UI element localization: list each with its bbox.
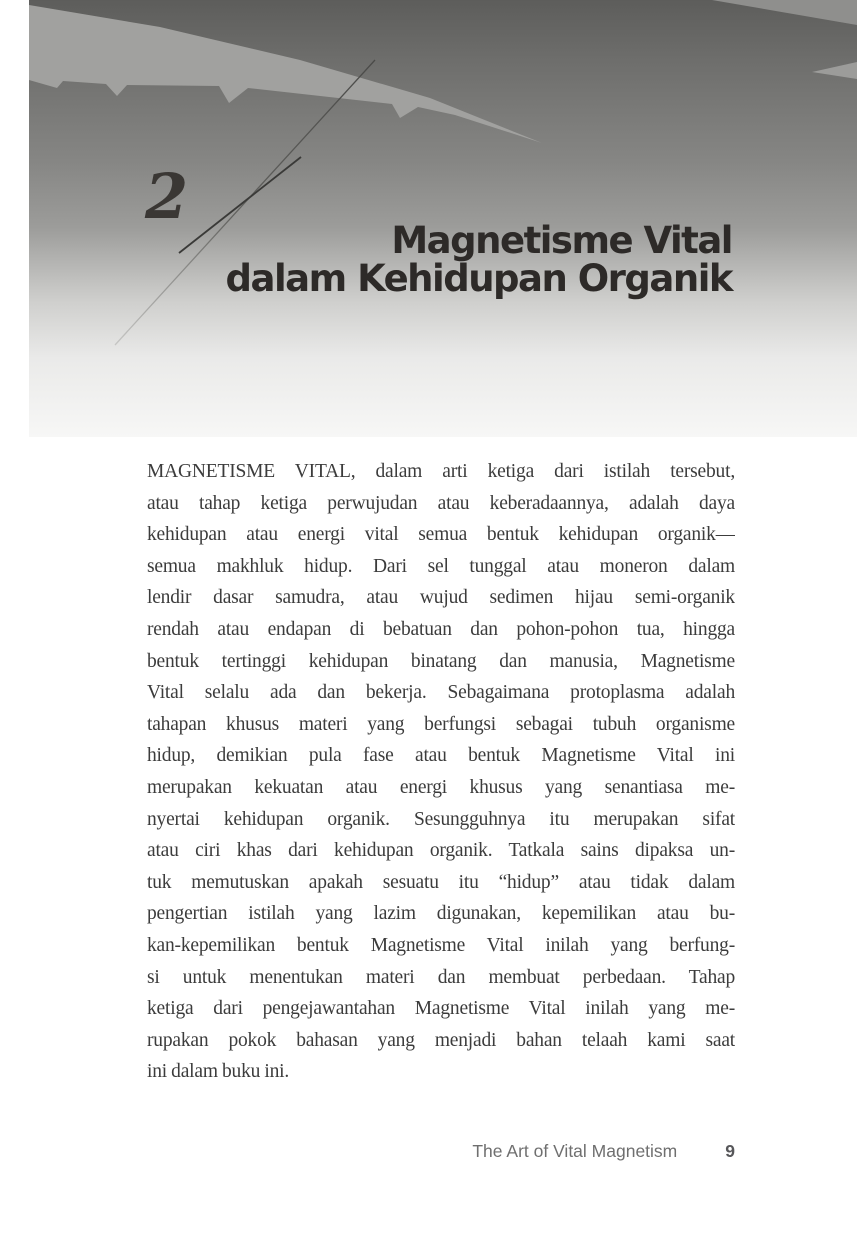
jagged-band-shape bbox=[29, 5, 542, 143]
body-line: rendah atau endapan di bebatuan dan pohon-pohon tua, hingga bbox=[147, 618, 735, 640]
body-line: tahapan khusus materi yang berfungsi sebagai tubuh organisme bbox=[147, 713, 735, 735]
page-number: 9 bbox=[725, 1141, 735, 1161]
body-line: rupakan pokok bahasan yang menjadi bahan telaah kami saat bbox=[147, 1029, 735, 1051]
body-line: nyertai kehidupan organik. Sesungguhnya itu merupakan sifat bbox=[147, 808, 735, 830]
body-line: Vital selalu ada dan bekerja. Sebagaimana protoplasma adalah bbox=[147, 682, 735, 704]
top-right-wedge-shape bbox=[712, 0, 857, 25]
body-line: tuk memutuskan apakah sesuatu itu “hidup” atau tidak dalam bbox=[147, 871, 735, 893]
body-line: pengertian istilah yang lazim digunakan, kepemilikan atau bu- bbox=[147, 903, 735, 925]
body-line: ketiga dari pengejawantahan Magnetisme Vital inilah yang me- bbox=[147, 998, 735, 1020]
body-line: atau ciri khas dari kehidupan organik. Tatkala sains dipaksa un- bbox=[147, 840, 735, 862]
body-line: lendir dasar samudra, atau wujud sedimen hijau semi-organik bbox=[147, 587, 735, 609]
body-line: merupakan kekuatan atau energi khusus yang senantiasa me- bbox=[147, 776, 735, 798]
right-sliver-shape bbox=[812, 62, 857, 79]
running-book-title: The Art of Vital Magnetism bbox=[472, 1141, 678, 1161]
body-line: kehidupan atau energi vital semua bentuk kehidupan organik— bbox=[147, 524, 735, 546]
chapter-header bbox=[29, 0, 857, 437]
body-line: bentuk tertinggi kehidupan binatang dan manusia, Magnetisme bbox=[147, 650, 735, 672]
body-paragraph bbox=[147, 456, 735, 1088]
body-line: semua makhluk hidup. Dari sel tunggal atau moneron dalam bbox=[147, 555, 735, 577]
page-footer bbox=[147, 1141, 735, 1162]
chapter-title-line1: Magnetisme Vital bbox=[391, 219, 732, 262]
chapter-title bbox=[225, 219, 732, 300]
chapter-number: 2 bbox=[145, 160, 189, 233]
body-line: atau tahap ketiga perwujudan atau keberadaannya, adalah daya bbox=[147, 492, 735, 514]
body-line: si untuk menentukan materi dan membuat perbedaan. Tahap bbox=[147, 966, 735, 988]
body-line: kan-kepemilikan bentuk Magnetisme Vital inilah yang berfung- bbox=[147, 934, 735, 956]
body-line: ini dalam buku ini. bbox=[147, 1061, 290, 1083]
body-line: MAGNETISME VITAL, dalam arti ketiga dari istilah tersebut, bbox=[147, 461, 735, 482]
chapter-title-line2: dalam Kehidupan Organik bbox=[225, 257, 732, 300]
body-line: hidup, demikian pula fase atau bentuk Magnetisme Vital ini bbox=[147, 745, 735, 767]
